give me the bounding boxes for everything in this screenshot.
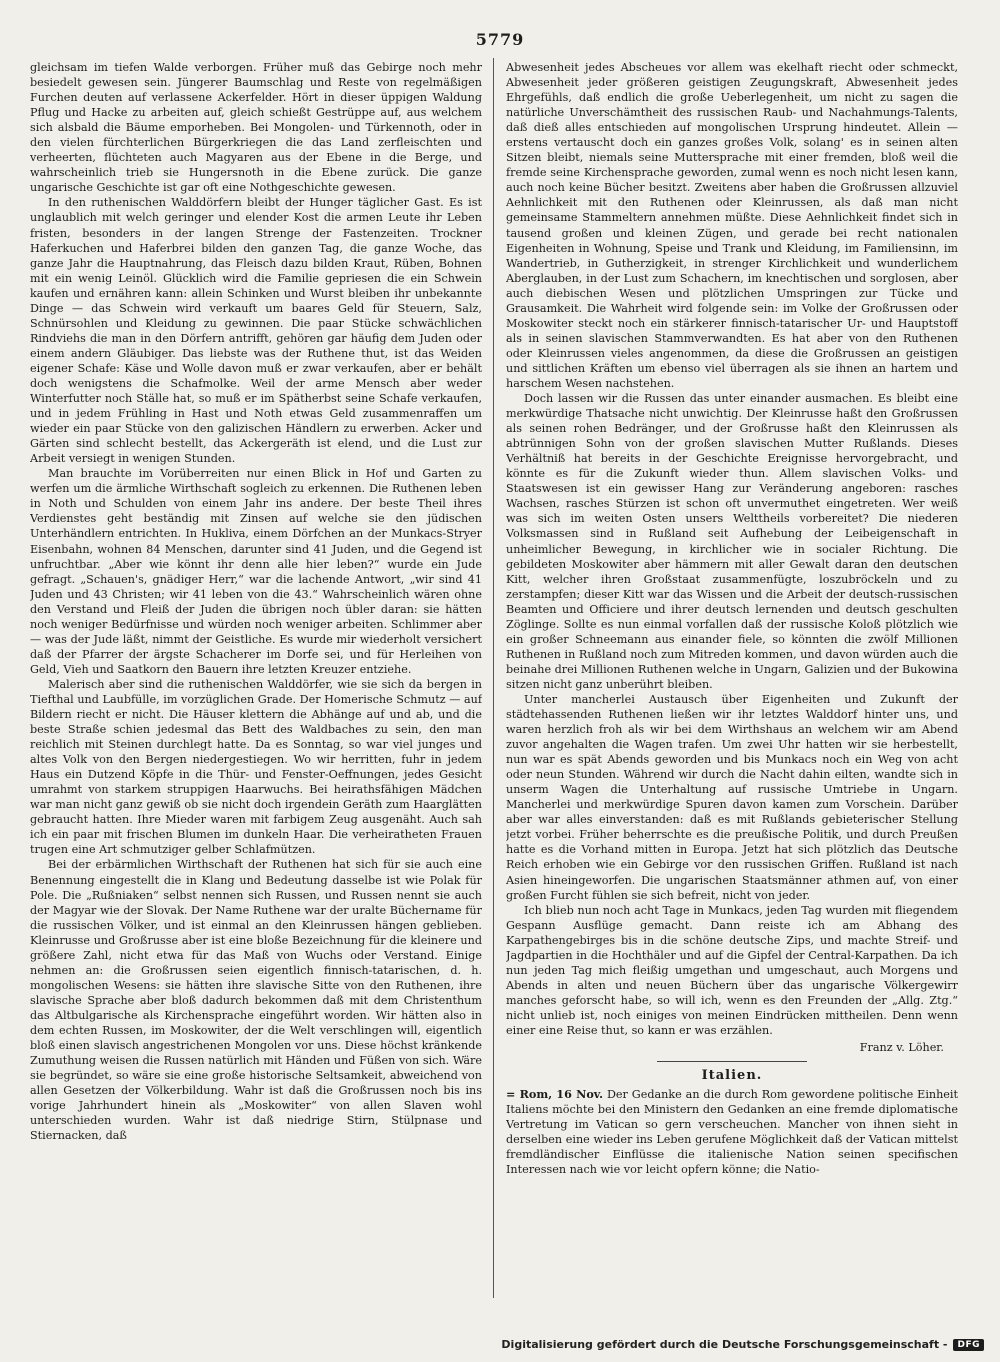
left-column [30, 60, 482, 1298]
paragraph: Ich blieb nun noch acht Tage in Munkacs, jeden Tag wurden mit fliegendem Gespann Ausflüge gemacht. Dann reiste ich am Abhang des Karpathengebirges bis in die schöne deutsche Zips, und machte Streif- und Jagdpartien in die Hochthäler und auf die Gipfel der Central-Karpathen. Da ich nun jeden Tag mich fleißig umgethan und umgeschaut, auch Morgens und Abends in alten und neuen Büchern über das ungarische Völkergewirr manches geforscht habe, so will ich, wenn es den Freunden der „Allg. Ztg.“ nicht unlieb ist, noch einiges von meinen Eindrücken mittheilen. Denn wenn einer eine Reise thut, so kann er was erzählen. [506, 903, 958, 1037]
dateline: = Rom, 16 Nov. [506, 1087, 604, 1102]
column-divider [493, 58, 494, 1298]
paragraph: Bei der erbärmlichen Wirthschaft der Ruthenen hat sich für sie auch eine Benennung eingestellt die in Klang und Bedeutung dasselbe ist wie Polak für Pole. Die „Rußniaken“ selbst nennen sich Russen, und Russen nennt sie auch der Magyar wie der Slovak. Der Name Ruthene war der uralte Büchername für die russischen Völker, und ist einmal an den Kleinrussen hängen geblieben. Kleinrusse und Großrusse aber ist eine bloße Bezeichnung für die kleinere und größere Zahl, nicht etwa für das Maß von Wuchs oder Verstand. Einige nehmen an: die Großrussen seien eigentlich finnisch-tatarischen, d. h. mongolischen Wesens: sie hätten ihre slavische Sitte von den Ruthenen, ihre slavische Sprache aber bloß dadurch bekommen daß mit dem Christenthum das Altbulgarische als Kirchensprache eingeführt worden. Wir hätten also in dem echten Russen, im Moskowiter, der die Welt verschlingen will, eigentlich bloß einen slavisch angestrichenen Mongolen vor uns. Diese höchst kränkende Zumuthung weisen die Russen natürlich mit Händen und Füßen von sich. Wäre sie begründet, so wäre sie eine große historische Seltsamkeit, abweichend von allen Gesetzen der Völkerbildung. Wahr ist daß die Großrussen noch bis ins vorige Jahrhundert hinein als „Moskowiter“ von allen Slaven wohl unterschieden wurden. Wahr ist daß niedrige Stirn, Stülpnase und Stiernacken, daß [30, 858, 482, 1143]
footer [501, 1338, 984, 1351]
paragraph: Abwesenheit jedes Abscheues vor allem was ekelhaft riecht oder schmeckt, Abwesenheit jeder größeren geistigen Zeugungskraft, Abwesenheit jedes Ehrgefühls, daß endlich die große Ueberlegenheit, um nicht zu sagen die natürliche Unverschämtheit des russischen Raub- und Nachahmungs-Talents, daß dieß alles entschieden auf mongolischen Ursprung hindeutet. Allein — erstens vertauscht doch ein ganzes großes Volk, solang' es in seinen alten Sitzen bleibt, niemals seine Muttersprache mit einer fremden, bloß weil die fremde seine Kirchensprache geworden, zumal wenn es noch nicht lesen kann, auch noch keine Bücher besitzt. Zweitens aber haben die Großrussen allzuviel Aehnlichkeit mit den Ruthenen oder Kleinrussen, als daß man nicht gemeinsame Stammeltern annehmen müßte. Diese Aehnlichkeit findet sich in tausend großen und kleinen Zügen, und gerade bei recht nationalen Eigenheiten in Wohnung, Speise und Trank und Kleidung, im Familiensinn, im Wandertrieb, in Gutherzigkeit, in strenger Kirchlichkeit und wunderlichem Aberglauben, in der Lust zum Schachern, im knechtischen und sorglosen, aber auch diebischen Wesen und plötzlichen Umspringen zur Tücke und Grausamkeit. Die Wahrheit wird folgende sein: im Volke der Großrussen oder Moskowiter steckt noch ein stärkerer finnisch-tatarischer Ur- und Hauptstoff als in seinen slavischen Stammverwandten. Es hat aber von den Ruthenen oder Kleinrussen vieles angenommen, da diese die Großrussen an geistigen und sittlichen Kräften um ebenso viel überragen als sie ihnen an hartem und harschem Wesen nachstehen. [506, 61, 958, 390]
dfg-logo: DFG [953, 1339, 984, 1351]
paragraph: Man brauchte im Vorüberreiten nur einen Blick in Hof und Garten zu werfen um die ärmliche Wirthschaft sogleich zu erkennen. Die Ruthenen leben in Noth und Schulden von einem Jahr ins andere. Der beste Theil ihres Verdienstes geht beständig mit Zinsen auf welche sie den jüdischen Unterhändlern entrichten. In Hukliva, einem Dörfchen an der Munkacs-Stryer Eisenbahn, wohnen 84 Menschen, darunter sind 41 Juden, und die Gegend ist unfruchtbar. „Aber wie könnt ihr denn alle hier leben?“ wurde ein Jude gefragt. „Schauen's, gnädiger Herr,“ war die lachende Antwort, „wir sind 41 Juden und 43 Christen; wir 41 leben von die 43.“ Wahrscheinlich wären ohne den Verstand und Fleiß der Juden die übrigen noch übler daran: sie hätten noch weniger Bedürfnisse und würden noch weniger arbeiten. Schlimmer aber — was der Jude läßt, nimmt der Geistliche. Es wurde mir wiederholt versichert daß der Pfarrer der ärgste Schacherer im Dorfe sei, und für Herleihen von Geld, Vieh und Saatkorn den Bauern ihre letzten Kreuzer entziehe. [30, 467, 482, 676]
paragraph: Doch lassen wir die Russen das unter einander ausmachen. Es bleibt eine merkwürdige Thatsache nicht unwichtig. Der Kleinrusse haßt den Großrussen als seinen rohen Bedränger, und der Großrusse haßt den Kleinrussen als abtrünnigen Sohn von der großen slavischen Mutter Rußlands. Dieses Verhältniß hat bereits in der Geschichte Ereignisse hervorgebracht, und könnte es für die Zukunft wieder thun. Allem slavischen Volks- und Staatswesen ist ein gewisser Hang zur Veränderung angeboren: rasches Wachsen, rasches Stürzen ist schon oft unvermuthet eingetreten. Wer weiß was sich im weiten Osten unsers Welttheils vorbereitet? Die niederen Volksmassen sind in Rußland seit Aufhebung der Leibeigenschaft in unheimlicher Bewegung, in kirchlicher wie in socialer Richtung. Die gebildeten Moskowiter aber hämmern mit aller Gewalt daran den deutschen Kitt, welcher ihren Großstaat zusammenfügte, loszubröckeln und zu zerstampfen; dieser Kitt war das Wissen und die Arbeit der deutsch-russischen Beamten und Officiere und ihrer deutsch lernenden und deutsch geschulten Zöglinge. Sollte es nun einmal vorfallen daß der russische Koloß plötzlich wie ein großer Schneemann aus einander fiele, so könnten die zwölf Millionen Ruthenen in Rußland noch zum Mitreden kommen, und davon würden auch die beinahe drei Millionen Ruthenen welche in Ungarn, Galizien und der Bukowina sitzen nicht ganz unberührt bleiben. [506, 392, 958, 691]
author-signature: Franz v. Löher. [859, 1041, 944, 1055]
section-rule [657, 1061, 807, 1062]
page-number: 5779 [475, 30, 525, 49]
right-column [506, 60, 958, 1300]
italy-text: Der Gedanke an die durch Rom gewordene politische Einheit Italiens möchte bei den Ministern den Gedanken an eine fremde diplomatische Vertretung im Vatican so gern verscheuchen. Mancher von ihnen sieht in derselben eine wieder ins Leben gerufene Möglichkeit daß der Vatican mittelst fremdländischer Einflüsse die italienische Nation seinen specifischen Interessen nach wie vor leicht opfern könne; die Natio- [506, 1088, 958, 1177]
paragraph: Unter mancherlei Austausch über Eigenheiten und Zukunft der städtehassenden Ruthenen ließen wir ihr letztes Walddorf hinter uns, und waren herzlich froh als wir bei dem Wirthshaus an welchem wir am Abend zuvor angehalten die Wagen trafen. Um zwei Uhr hatten wir sie herbestellt, nun war es spät Abends geworden und bis Munkacs noch ein Weg von acht oder neun Stunden. Während wir durch die Nacht dahin eilten, wandte sich in unserm Wagen die Unterhaltung auf russische Umtriebe in Ungarn. Mancherlei und merkwürdige Spuren davon kamen zum Vorschein. Darüber aber war alles einverstanden: daß es mit Rußlands gebieterischer Stellung jetzt vorbei. Früher beherrschte es die preußische Politik, und durch Preußen hatte es die Vorhand mitten in Europa. Jetzt hat sich plötzlich das Deutsche Reich erhoben wie ein Gebirge vor den russischen Griffen. Rußland ist nach Asien hineingeworfen. Die ungarischen Staatsmänner athmen auf, von einer großen Furcht fühlen sie sich befreit, nicht von jeder. [506, 692, 958, 902]
section-title: Italien. [701, 1068, 763, 1084]
footer-text: Digitalisierung gefördert durch die Deutsche Forschungsgemeinschaft - [501, 1338, 948, 1351]
italy-paragraph [506, 1087, 958, 1177]
paragraph: gleichsam im tiefen Walde verborgen. Früher muß das Gebirge noch mehr besiedelt gewesen sein. Jüngerer Baumschlag und Reste von regelmäßigen Furchen deuten auf verlassene Ackerfelder. Hört in dieser üppigen Waldung Pflug und Hacke zu arbeiten auf, gleich schießt Gestrüppe auf, aus welchem sich alsbald die Bäume emporheben. Bei Mongolen- und Türkennoth, oder in den vielen fürchterlichen Bürgerkriegen die das Land zerfleischten und verheerten, flüchteten auch Magyaren aus der Ebene in die Berge, und wahrscheinlich trieb sie Hungersnoth in die Ebene zurück. Die ganze ungarische Geschichte ist gar oft eine Nothgeschichte gewesen. [30, 61, 482, 195]
paragraph: Malerisch aber sind die ruthenischen Walddörfer, wie sie sich da bergen in Tiefthal und Laubfülle, im vorzüglichen Grade. Der Homerische Schmutz — auf Bildern riecht er nicht. Die Häuser klettern die Abhänge auf und ab, und die beste Straße schien jedesmal das Bett des Waldbaches zu sein, den man reichlich mit Steinen durchlegt hatte. Da es Sonntag, so war viel junges und altes Volk von den Bergen niedergestiegen. Wo wir herritten, fuhr in jedem Haus ein Dutzend Köpfe in die Thür- und Fenster-Oeffnungen, jedes Gesicht umrahmt von starkem struppigen Haarwuchs. Bei heirathsfähigen Mädchen war man nicht ganz gewiß ob sie nicht doch irgendein Geräth zum Haarglätten gebraucht hatten. Ihre Mieder waren mit farbigem Zeug ausgenäht. Auch sah ich ein paar mit frischen Blumen im dunkeln Haar. Die verheiratheten Frauen trugen eine Art schmutziger gelber Schlafmützen. [30, 677, 482, 857]
paragraph: In den ruthenischen Walddörfern bleibt der Hunger täglicher Gast. Es ist unglaublich mit welch geringer und elender Kost die armen Leute ihr Leben fristen, besonders in der langen Strenge der Fastenzeiten. Trockner Haferkuchen und Haferbrei bilden den ganzen Tag, die ganze Woche, das ganze Jahr die Hauptnahrung, das Fleisch dazu bilden Kraut, Rüben, Bohnen mit ein wenig Leinöl. Glücklich wird die Familie gepriesen die ein Schwein kaufen und ernähren kann: allein Schinken und Wurst bleiben ihr unbekannte Dinge — das Schwein wird verkauft um baares Geld für Steuern, Salz, Schnürsohlen und Kleidung zu gewinnen. Die paar Stücke schwächlichen Rindviehs die man in den Dörfern antrifft, gehören gar häufig dem Juden oder einem andern Gläubiger. Das liebste was der Ruthene thut, ist das Weiden eigener Schafe: Käse und Wolle davon muß er zwar verkaufen, aber er behält doch wenigstens die Schafmolke. Weil der arme Mensch aber weder Winterfutter noch Ställe hat, so muß er im Spätherbst seine Schafe verkaufen, und in jedem Frühling in Hast und Noth etwas Geld zusammenraffen um wieder ein paar Stücke von den galizischen Händlern zu erwerben. Acker und Gärten sind schlecht bestellt, das Ackergeräth ist elend, und die Lust zur Arbeit versiegt in wenigen Stunden. [30, 196, 482, 466]
